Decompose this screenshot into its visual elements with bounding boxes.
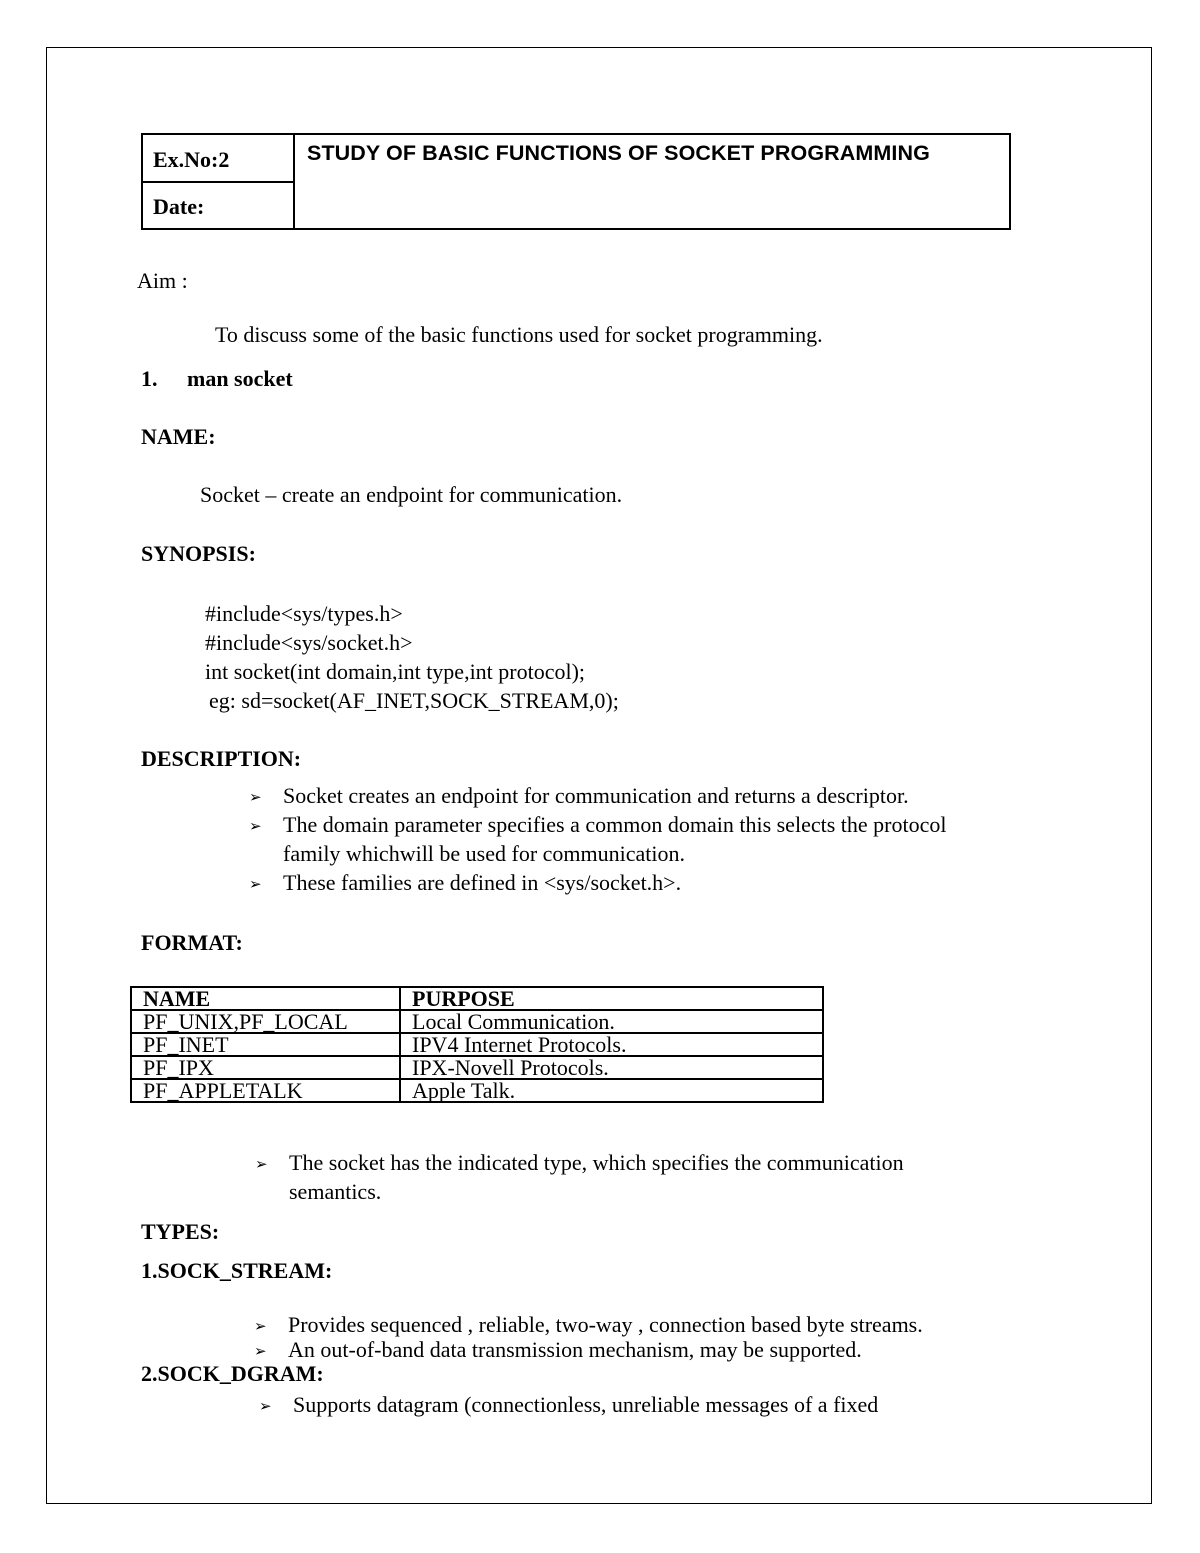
- table-row: [131, 1079, 823, 1102]
- bullet-icon: ➢: [259, 1399, 272, 1415]
- format-heading: FORMAT:: [141, 930, 243, 955]
- column-header-name: NAME: [131, 987, 400, 1010]
- synopsis-line: #include<sys/types.h>: [205, 601, 403, 626]
- table-header-row: [131, 987, 823, 1010]
- table-cell-name: PF_APPLETALK: [131, 1079, 400, 1102]
- sock-dgram-bullet: Supports datagram (connectionless, unreliable messages of a fixed: [293, 1392, 879, 1417]
- description-heading: DESCRIPTION:: [141, 746, 302, 771]
- synopsis-line: eg: sd=socket(AF_INET,SOCK_STREAM,0);: [209, 688, 619, 713]
- date-label: Date:: [153, 194, 205, 219]
- date-cell: [143, 183, 295, 228]
- aim-text: To discuss some of the basic functions used for socket programming.: [215, 322, 823, 347]
- bullet-icon: ➢: [249, 819, 262, 835]
- section-number: 1.: [141, 366, 158, 391]
- table-cell-purpose: Local Communication.: [400, 1010, 823, 1033]
- name-heading: NAME:: [141, 424, 216, 449]
- table-cell-purpose: IPV4 Internet Protocols.: [400, 1033, 823, 1056]
- name-text: Socket – create an endpoint for communication.: [200, 482, 623, 507]
- sock-stream-bullet: An out-of-band data transmission mechanism, may be supported.: [288, 1337, 862, 1362]
- description-bullet-continued: family whichwill be used for communication.: [283, 841, 686, 866]
- types-heading: TYPES:: [141, 1219, 220, 1244]
- bullet-icon: ➢: [254, 1319, 267, 1335]
- table-cell-name: PF_UNIX,PF_LOCAL: [131, 1010, 400, 1033]
- table-cell-purpose: Apple Talk.: [400, 1079, 823, 1102]
- synopsis-heading: SYNOPSIS:: [141, 541, 256, 566]
- sock-dgram-heading: 2.SOCK_DGRAM:: [141, 1361, 324, 1386]
- format-table: [130, 986, 824, 1103]
- table-row: [131, 1056, 823, 1079]
- bullet-icon: ➢: [254, 1344, 267, 1360]
- table-cell-name: PF_IPX: [131, 1056, 400, 1079]
- table-row: [131, 1010, 823, 1033]
- sock-stream-heading: 1.SOCK_STREAM:: [141, 1258, 333, 1283]
- description-bullet: The domain parameter specifies a common domain this selects the protocol: [283, 812, 947, 837]
- header-box: [141, 133, 1011, 230]
- table-cell-name: PF_INET: [131, 1033, 400, 1056]
- sock-stream-bullet: Provides sequenced , reliable, two-way , connection based byte streams.: [288, 1312, 923, 1337]
- ex-no-label: Ex.No:2: [153, 147, 230, 172]
- aim-label: Aim :: [137, 268, 188, 293]
- description-bullet: These families are defined in <sys/socket.h>.: [283, 870, 682, 895]
- bullet-icon: ➢: [255, 1157, 268, 1173]
- document-title: STUDY OF BASIC FUNCTIONS OF SOCKET PROGRAMMING: [307, 141, 930, 165]
- type-note-bullet: The socket has the indicated type, which specifies the communication: [289, 1150, 904, 1175]
- synopsis-line: int socket(int domain,int type,int protocol);: [205, 659, 586, 684]
- ex-no-cell: [143, 135, 295, 183]
- column-header-purpose: PURPOSE: [400, 987, 823, 1010]
- page-border: [46, 47, 1152, 1504]
- type-note-continued: semantics.: [289, 1179, 382, 1204]
- section-title: man socket: [187, 366, 293, 391]
- bullet-icon: ➢: [249, 790, 262, 806]
- table-row: [131, 1033, 823, 1056]
- synopsis-line: #include<sys/socket.h>: [205, 630, 413, 655]
- description-bullet: Socket creates an endpoint for communication and returns a descriptor.: [283, 783, 909, 808]
- bullet-icon: ➢: [249, 877, 262, 893]
- table-cell-purpose: IPX-Novell Protocols.: [400, 1056, 823, 1079]
